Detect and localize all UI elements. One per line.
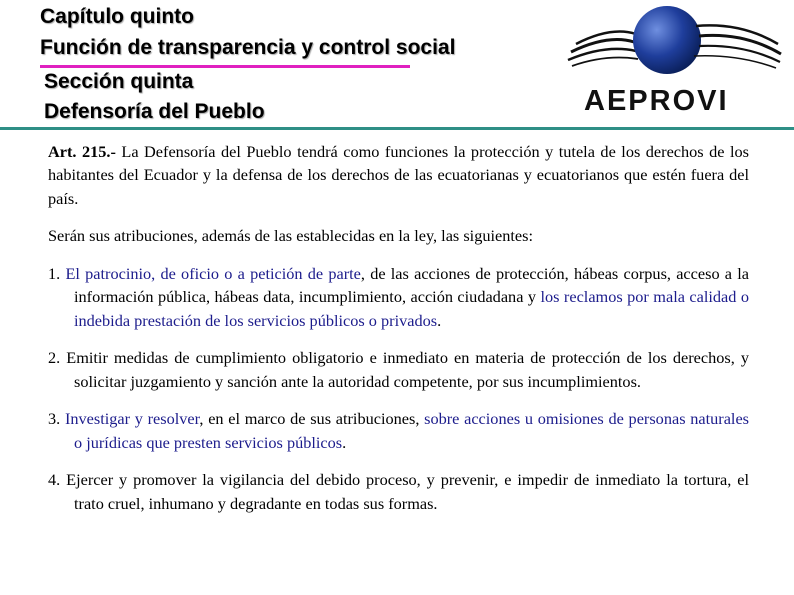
article-text: La Defensoría del Pueblo tendrá como funciones la protección y tutela de los derechos de los habitantes del Ecuador y la defensa de los derechos de las ecuatorianas y ecuatorianos que estén fuera del país. <box>48 142 749 208</box>
section-title: Sección quinta <box>44 70 194 93</box>
logo-text: AEPROVI <box>584 85 729 117</box>
item-text: , de las acciones de protección, hábeas corpus, acceso a la información pública, hábeas data, incumplimiento, acción ciudadana y <box>74 264 750 307</box>
list-item-3 <box>48 407 749 454</box>
item-text: Emitir medidas de cumplimiento obligatorio e inmediato en materia de protección de los derechos, y solicitar juzgamiento y sanción ante la autoridad competente, por sus incumplimientos. <box>66 348 750 391</box>
globe-with-swoosh-icon <box>566 4 788 124</box>
highlighted-phrase: los reclamos por mala calidad o indebida prestación de los servicios públicos o privados <box>74 287 749 330</box>
article-body <box>48 140 749 529</box>
chapter-subtitle: Función de transparencia y control social <box>40 36 456 59</box>
pink-divider <box>40 65 410 68</box>
item-text: . <box>437 310 442 330</box>
highlighted-phrase: El patrocinio, de oficio o a petición de parte <box>65 264 361 283</box>
item-text: Ejercer y promover la vigilancia del debido proceso, y prevenir, e impedir de inmediato la tortura, el trato cruel, inhumano y degradante en todas sus formas. <box>66 470 750 513</box>
highlighted-phrase: Investigar y resolver <box>64 409 200 429</box>
list-item-2 <box>48 346 749 393</box>
chapter-title: Capítulo quinto <box>40 5 194 28</box>
item-number: 4. <box>48 470 67 490</box>
article-paragraph <box>48 140 749 210</box>
item-number: 3. <box>48 409 65 429</box>
item-text: , en el marco de sus atribuciones, <box>199 409 425 429</box>
list-item-1 <box>48 262 749 332</box>
highlighted-phrase: sobre acciones u omisiones de personas naturales o jurídicas que presten servicios públicos <box>74 409 750 452</box>
aeprovi-logo <box>566 4 788 124</box>
item-number: 2. <box>48 348 67 368</box>
section-subtitle: Defensoría del Pueblo <box>44 100 265 123</box>
article-label: Art. 215.- <box>48 142 116 161</box>
item-text: . <box>342 432 347 452</box>
list-item-4 <box>48 468 749 515</box>
item-number: 1. <box>48 264 66 283</box>
intro-paragraph: Serán sus atribuciones, además de las establecidas en la ley, las siguientes: <box>48 226 533 246</box>
teal-divider <box>0 127 794 130</box>
